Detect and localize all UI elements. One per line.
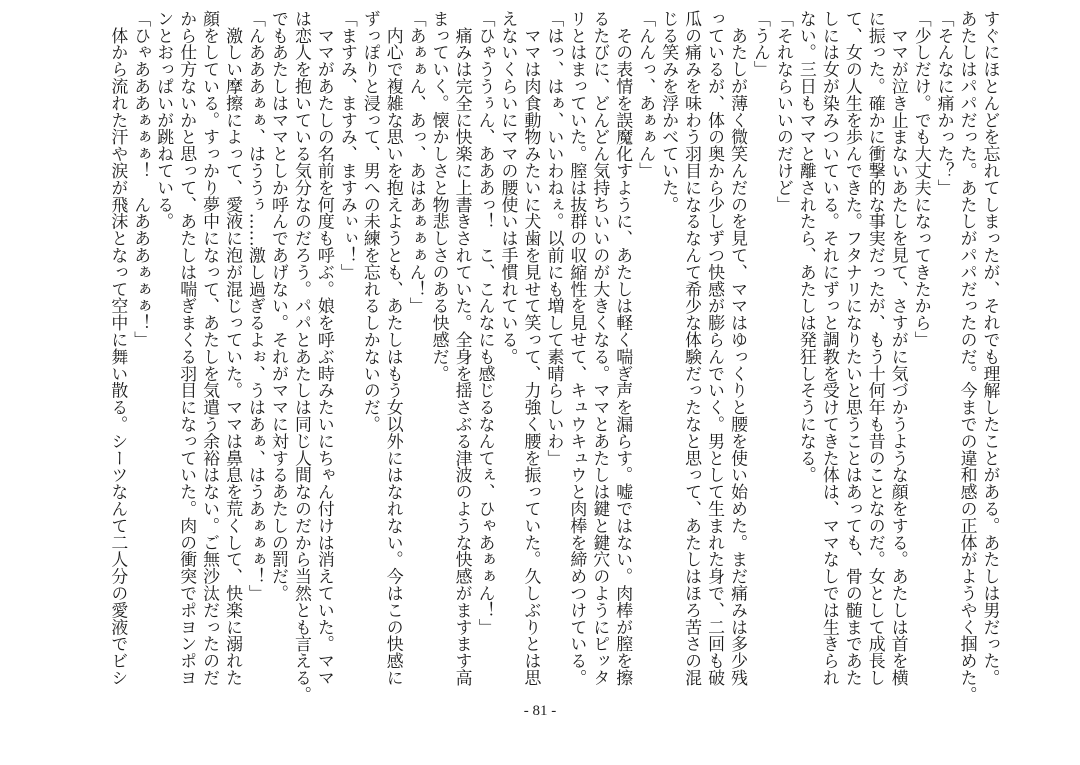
- text-column: から仕方ないかと思って、あたしは喘ぎまくる羽目になっていた。肉の衝突でポヨンポヨ: [177, 10, 198, 686]
- text-column: 内心で複雑な思いを抱えようとも、あたしはもう女以外にはなれない。今はこの快感に: [384, 10, 405, 686]
- text-column: すぐにほとんどを忘れてしまったが、それでも理解したことがある。あたしは男だった。: [981, 10, 1001, 686]
- text-column: ずっぽりと浸って、男への未練を忘れるしかないのだ。: [361, 10, 382, 433]
- text-column: あたしが薄く微笑んだのを見て、ママはゆっくりと腰を使い始めた。まだ痛みは多少残: [728, 10, 749, 686]
- text-column: は恋人を抱いている気分なのだろう。パパとあたしは同じ人間なのだから当然とも言える。: [292, 10, 313, 703]
- text-column: 「そんなに痛かった？」: [935, 10, 956, 196]
- text-column: ママが泣き止まないあたしを見て、さすがに気づかうような顔をする。あたしは首を横: [889, 10, 910, 686]
- text-column: リとはまっていた。膣は抜群の収縮性を見せて、キュウキュウと肉棒を締めつけている。: [567, 10, 588, 686]
- text-column: 激しい摩擦によって、愛液に泡が混じっていた。ママは鼻息を荒くして、快楽に溺れた: [223, 10, 244, 686]
- text-column: 「はっ、はぁ、いいわねぇ。以前にも増して素晴らしいわ」: [544, 10, 565, 467]
- text-column: あたしはパパだった。あたしがパパだったのだ。今までの違和感の正体がようやく掴めた。: [958, 10, 979, 703]
- text-column: 「ますみ、ますみ、ますみぃぃ！」: [338, 10, 359, 281]
- text-column: ンとおっぱいが跳ねている。: [154, 10, 175, 230]
- text-column: 「ひゃあああぁぁぁ！ んあああぁぁぁ！」: [131, 10, 152, 348]
- text-column: 「それならいいのだけど」: [774, 10, 795, 213]
- text-column: 体から流れた汗や涙が飛沫となって空中に舞い散る。シーツなんて二人分の愛液でビシ: [108, 10, 129, 686]
- text-column: 「うん」: [751, 10, 772, 78]
- text-column: ママがあたしの名前を何度も呼ぶ。娘を呼ぶ時みたいにちゃん付けは消えていた。ママ: [315, 10, 336, 686]
- text-column: 顔をしている。すっかり夢中になって、あたしを気遣う余裕はない。ご無沙汰だったのだ: [200, 10, 221, 686]
- text-column: ない。三日もママと離されたら、あたしは発狂しそうになる。: [797, 10, 818, 484]
- text-column: しには女が染みついている。それにずっと調教を受けてきた体は、ママなしでは生きられ: [820, 10, 841, 686]
- text-column: 「あぁぁん、あっ、あはあぁぁぁん！」: [407, 10, 428, 315]
- text-column: 「ひゃううぅん、あああっ！ こ、こんなにも感じるなんてぇ、ひゃあぁぁん！」: [476, 10, 497, 636]
- text-column: ママは肉食動物みたいに犬歯を見せて笑って、力強く腰を振っていた。久しぶりとは思: [521, 10, 542, 686]
- text-column: っているが、体の奥から少しずつ快感が膨らんでいく。男として生まれた身で、二回も破: [705, 10, 726, 686]
- text-column: その表情を誤魔化すように、あたしは軽く喘ぎ声を漏らす。嘘ではない。肉棒が膣を擦: [613, 10, 634, 686]
- text-column: でもあたしはママとしか呼んであげない。それがママに対するあたしの罰だ。: [269, 10, 290, 602]
- text-column: 瓜の痛みを味わう羽目になるなんて希少な体験だったなと思って、あたしはほろ苦さの混: [682, 10, 703, 686]
- vertical-body-text: [107, 10, 1002, 703]
- text-column: じる笑みを浮かべていた。: [659, 10, 680, 213]
- page-number: - 81 -: [523, 703, 557, 719]
- text-column: るたびに、どんどん気持ちいいのが大きくなる。ママとあたしは鍵と鍵穴のようにピッタ: [590, 10, 611, 686]
- text-column: 「んんっ、あぁぁん」: [636, 10, 657, 179]
- text-column: て、女の人生を歩んできた。フタナリになりたいと思うことはあっても、骨の髄まであた: [843, 10, 864, 686]
- text-column: に振った。確かに衝撃的な事実だったが、もう十何年も昔のことなのだ。女として成長し: [866, 10, 887, 686]
- text-column: 「少しだけ。でも大丈夫になってきたから」: [912, 10, 933, 348]
- text-column: まっていく。懐かしさと物悲しさのある快感だ。: [430, 10, 451, 382]
- text-column: えないくらいにママの腰使いは手慣れている。: [498, 10, 519, 365]
- text-column: 「んあああぁぁ、はううぅ……激し過ぎるよぉ、うはあぁ、はうあぁぁぁ！」: [246, 10, 267, 602]
- text-column: 痛みは完全に快楽に上書きされていた。全身を揺さぶる津波のような快感がますます高: [453, 10, 474, 686]
